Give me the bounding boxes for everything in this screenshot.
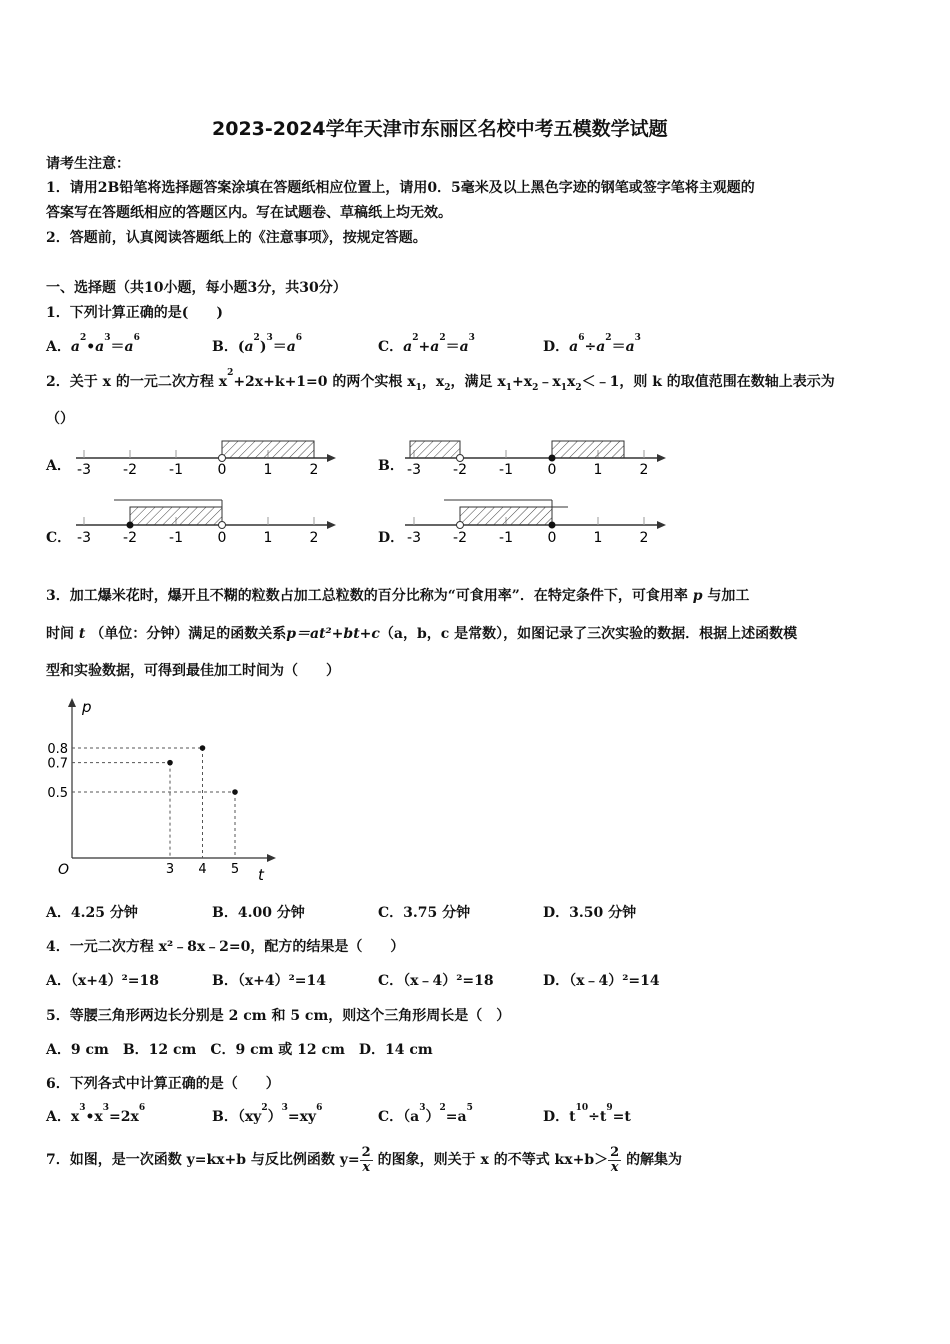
question-2-label-c: C．: [46, 530, 72, 546]
x-axis-label: t: [258, 866, 264, 884]
x-tick-1: 3: [165, 862, 175, 877]
tick-b-6: 2: [639, 462, 649, 478]
tick-c-2: -2: [123, 530, 137, 546]
section-heading: 一、选择题（共10小题，每小题3分，共30分）: [46, 280, 347, 296]
tick-c-5: 1: [263, 530, 273, 546]
tick-b-3: -1: [499, 462, 513, 478]
tick-d-3: -1: [499, 530, 513, 546]
tick-b-5: 1: [593, 462, 603, 478]
page-title: 2023-2024学年天津市东丽区名校中考五模数学试题: [212, 118, 668, 140]
question-4-option-b: B．（x+4）²=14: [212, 973, 326, 989]
tick-d-6: 2: [639, 530, 649, 546]
question-3-option-a: A．4.25 分钟: [46, 905, 138, 921]
question-4-option-a: A．（x+4）²=18: [46, 973, 160, 989]
x-tick-3: 5: [230, 862, 240, 877]
y-tick-3: 0.5: [47, 786, 68, 801]
question-2-paren: （）: [46, 411, 74, 427]
notice-line-1: 1．请用2B铅笔将选择题答案涂填在答题纸相应位置上，请用0．5毫米及以上黑色字迹的钢笔或签字笔将主观题的: [46, 180, 755, 196]
question-3-option-d: D．3.50 分钟: [543, 905, 637, 921]
question-1-option-d: D．$a^6\div a^2=a^3$: [543, 333, 641, 355]
y-axis-arrow: [68, 698, 76, 707]
tick-a-2: -2: [123, 462, 137, 478]
question-3-option-c: C．3.75 分钟: [378, 905, 471, 921]
number-line-d: [405, 500, 666, 546]
tick-d-2: -2: [453, 530, 467, 546]
y-tick-1: 0.8: [47, 742, 68, 757]
question-5-options: A．9 cm B．12 cm C．9 cm 或 12 cm D．14 cm: [46, 1042, 433, 1058]
question-3-option-b: B．4.00 分钟: [212, 905, 305, 921]
tick-d-1: -3: [407, 530, 421, 546]
question-2-label-a: A．: [46, 458, 71, 474]
question-6-option-b: B．$(xy^2)^3=xy^6$: [212, 1103, 323, 1125]
question-3-line-2: 时间 t （单位：分钟）满足的函数关系p＝at²+bt+c（a，b，c 是常数），如图记录了三次实验的数据．根据上述函数模: [46, 626, 798, 642]
tick-a-4: 0: [217, 462, 227, 478]
tick-b-2: -2: [453, 462, 467, 478]
tick-c-1: -3: [77, 530, 91, 546]
fraction-2-over-x: $\frac{2}{x}$: [361, 1144, 371, 1175]
number-line-a: [76, 441, 336, 478]
x-axis-arrow: [267, 854, 276, 862]
origin-label: O: [58, 862, 70, 878]
tick-b-1: -3: [407, 462, 421, 478]
question-6-stem: 6．下列各式中计算正确的是（ ）: [46, 1076, 280, 1092]
number-line-c: [76, 500, 336, 546]
question-1-option-c: C．$a^2+a^2=a^3$: [378, 333, 475, 355]
data-point-1: [167, 760, 173, 766]
fraction-2-over-x-b: $\frac{2}{x}$: [610, 1144, 620, 1175]
question-1-option-a: A．$a^2•a^3=a^6$: [46, 333, 140, 355]
notice-line-1b: 答案写在答题纸相应的答题区内。写在试题卷、草稿纸上均无效。: [46, 205, 452, 221]
q3-chart: [0, 690, 300, 890]
question-2-stem: 2．关于 x 的一元二次方程 $x^2+2x+k+1=0$ 的两个实根 $x_1$，$x_2$，满足 $x_1+x_2﹣x_1x_2<﹣1$，则 k 的取值范围在数轴上表示为: [46, 368, 835, 393]
question-7-stem: 7．如图，是一次函数 y=kx+b 与反比例函数 y= $\frac{2}{x}$ 的图象，则关于 x 的不等式 kx+b＞ $\frac{2}{x}$ 的解集为: [46, 1144, 683, 1175]
question-6-option-d: D．$t^{10}\div t^9=t$: [543, 1103, 631, 1125]
notice-heading: 请考生注意：: [46, 156, 130, 172]
tick-c-6: 2: [309, 530, 319, 546]
question-2-label-d: D．: [378, 530, 405, 546]
tick-d-5: 1: [593, 530, 603, 546]
tick-d-4: 0: [547, 530, 557, 546]
notice-line-2: 2．答题前，认真阅读答题纸上的《注意事项》，按规定答题。: [46, 230, 427, 246]
question-2-label-b: B．: [378, 458, 404, 474]
tick-c-4: 0: [217, 530, 227, 546]
tick-a-1: -3: [77, 462, 91, 478]
data-point-2: [200, 745, 206, 751]
question-6-option-a: A．$x^3•x^3=2x^6$: [46, 1103, 146, 1125]
question-6-option-c: C．$(a^3)^2=a^5$: [378, 1103, 473, 1125]
question-1-stem: 1．下列计算正确的是( ): [46, 305, 223, 321]
number-lines: [0, 0, 950, 560]
question-1-option-b: B．$(a^2)^3=a^6$: [212, 333, 303, 355]
data-point-3: [232, 789, 238, 795]
x-tick-2: 4: [198, 862, 207, 877]
question-5-stem: 5．等腰三角形两边长分别是 2 cm 和 5 cm，则这个三角形周长是（ ）: [46, 1008, 511, 1024]
tick-a-6: 2: [309, 462, 319, 478]
question-3-line-3: 型和实验数据，可得到最佳加工时间为（ ）: [46, 663, 340, 679]
y-axis-label: p: [82, 698, 92, 716]
y-tick-2: 0.7: [47, 756, 68, 772]
tick-c-3: -1: [169, 530, 183, 546]
number-line-b: [405, 441, 666, 478]
tick-a-5: 1: [263, 462, 273, 478]
question-3-line-1: 3．加工爆米花时，爆开且不糊的粒数占加工总粒数的百分比称为“可食用率”．在特定条件下，可食用率 p 与加工: [46, 588, 750, 604]
question-4-option-d: D．（x﹣4）²=14: [543, 973, 660, 989]
tick-b-4: 0: [547, 462, 557, 478]
question-4-option-c: C．（x﹣4）²=18: [378, 973, 494, 989]
question-4-stem: 4．一元二次方程 x²﹣8x﹣2=0，配方的结果是（ ）: [46, 939, 405, 955]
tick-a-3: -1: [169, 462, 183, 478]
